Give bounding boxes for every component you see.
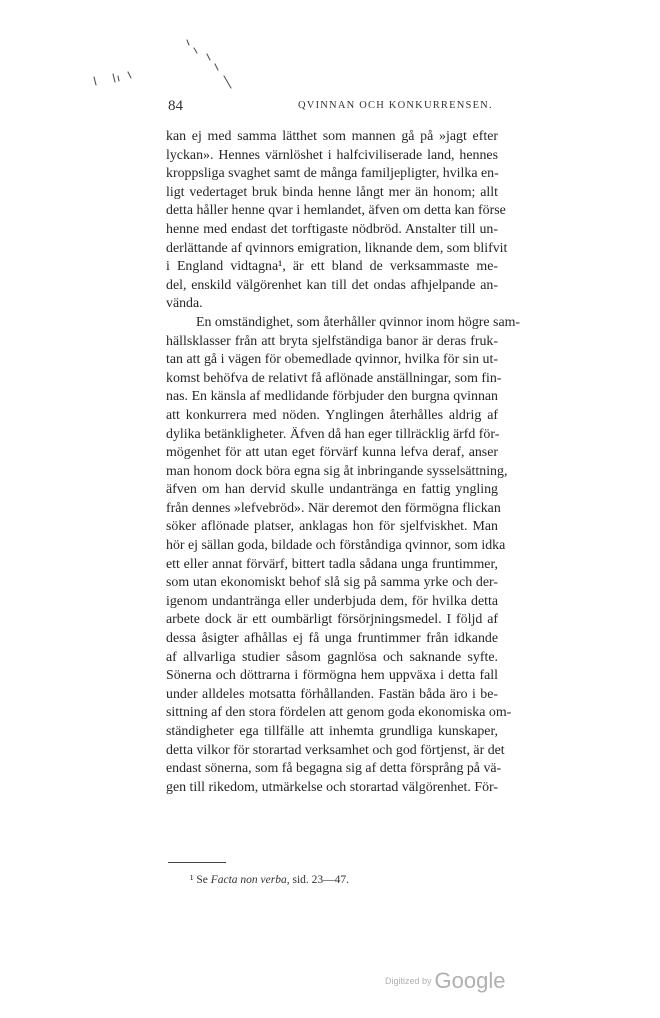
footnote-source-title: Facta non verba, xyxy=(210,874,290,886)
text-line: derlättande af qvinnors emigration, liknande dem, som blifvit xyxy=(166,240,508,256)
body-text xyxy=(166,128,521,797)
text-line: del, enskild välgörenhet kan till det ondas afhjelpande an- xyxy=(166,277,498,293)
text-line: endast sönerna, som få begagna sig af detta försprång på vä- xyxy=(166,761,502,777)
text-line: kroppsliga svaghet samt de många familjepligter, hvilka en- xyxy=(166,166,499,182)
running-title: QVINNAN OCH KONKURRENSEN. xyxy=(298,100,493,111)
text-line: äfven om han dervid skulle undantränga en fattig yngling xyxy=(166,482,498,498)
text-line: under alldeles motsatta förhållanden. Fastän båda äro i be- xyxy=(166,686,498,702)
text-line: att konkurrera med nöden. Ynglingen återhålles aldrig af xyxy=(166,407,498,423)
text-line: lyckan». Hennes värnlöshet i halfciviliserade land, hennes xyxy=(166,147,498,163)
text-line: af allvarliga studier såsom gagnlösa och saknande syfte. xyxy=(166,649,498,665)
footnote-pages: sid. 23—47. xyxy=(292,874,350,886)
text-line: hällsklasser från att bryta sjelfständiga banor är deras fruk- xyxy=(166,333,498,349)
text-line: En omständighet, som återhåller qvinnor inom högre sam- xyxy=(196,314,521,330)
watermark-prefix: Digitized by xyxy=(385,976,432,986)
text-line: arbete dock är ett oumbärligt försörjningsmedel. I följd af xyxy=(166,612,498,628)
digitized-watermark xyxy=(385,968,505,994)
text-line: Sönerna och döttrarna i förmögna hem uppväxa i detta fall xyxy=(166,668,498,684)
text-line: i England vidtagna¹, är ett bland de verksammaste me- xyxy=(166,259,498,275)
text-line: dessa åsigter afhållas ej få unga fruntimmer från idkande xyxy=(166,631,498,647)
footnote-marker: ¹ xyxy=(190,874,194,886)
text-line: ett eller annat förvärf, bittert tadla sådana unga fruntimmer, xyxy=(166,556,498,572)
text-line: detta vilkor för storartad verksamhet och god förtjenst, är det xyxy=(166,742,505,758)
text-line: som utan ekonomiskt behof slå sig på samma yrke och der- xyxy=(166,575,498,591)
running-header xyxy=(168,98,498,116)
google-logo: Google xyxy=(434,968,506,993)
text-line: från dennes »lefvebröd». När deremot den förmögna flickan xyxy=(166,500,501,516)
text-line: henne med endast det torftigaste nödbröd. Anstalter till un- xyxy=(166,221,498,237)
text-line: nas. En känsla af medlidande förbjuder den burgna qvinnan xyxy=(166,389,498,405)
text-line: ligt vedertaget bruk binda henne långt mer än honom; allt xyxy=(166,184,498,200)
text-line: igenom undantränga eller underbjuda dem, för hvilka detta xyxy=(166,593,498,609)
text-line: mögenhet för att utan eget förvärf kunna lefva deraf, anser xyxy=(166,445,498,461)
text-line: ständigheter ega tillfälle att inhemta grundliga kunskaper, xyxy=(166,724,498,739)
text-line: vända. xyxy=(166,296,203,312)
text-line: söker aflönade platser, anklagas hon för sjelfviskhet. Man xyxy=(166,519,498,535)
footnote-prefix: Se xyxy=(196,874,208,886)
text-line: kan ej med samma lätthet som mannen gå på »jagt efter xyxy=(166,129,498,144)
text-line: gen till rikedom, utmärkelse och storartad välgörenhet. För- xyxy=(166,779,498,795)
text-line: komst behöfva de relativt få aflönade anställningar, som fin- xyxy=(166,370,502,386)
text-line: detta håller henne qvar i hemlandet, äfven om detta kan förse xyxy=(166,203,506,219)
text-line: hör ej sällan goda, bildade och förståndiga qvinnor, som idka xyxy=(166,538,506,554)
text-line: tan att gå i vägen för obemedlade qvinnor, hvilka för sin ut- xyxy=(166,352,498,368)
footnote-divider xyxy=(168,862,226,863)
text-line: man honom dock böra egna sig åt inbringande sysselsättning, xyxy=(166,463,508,479)
footnote xyxy=(190,874,349,886)
page-number: 84 xyxy=(168,98,183,114)
text-line: dylika betänkligheter. Äfven då han eger tillräcklig ärfd för- xyxy=(166,426,500,442)
text-line: sittning af den stora fördelen att genom goda ekonomiska om- xyxy=(166,705,512,721)
